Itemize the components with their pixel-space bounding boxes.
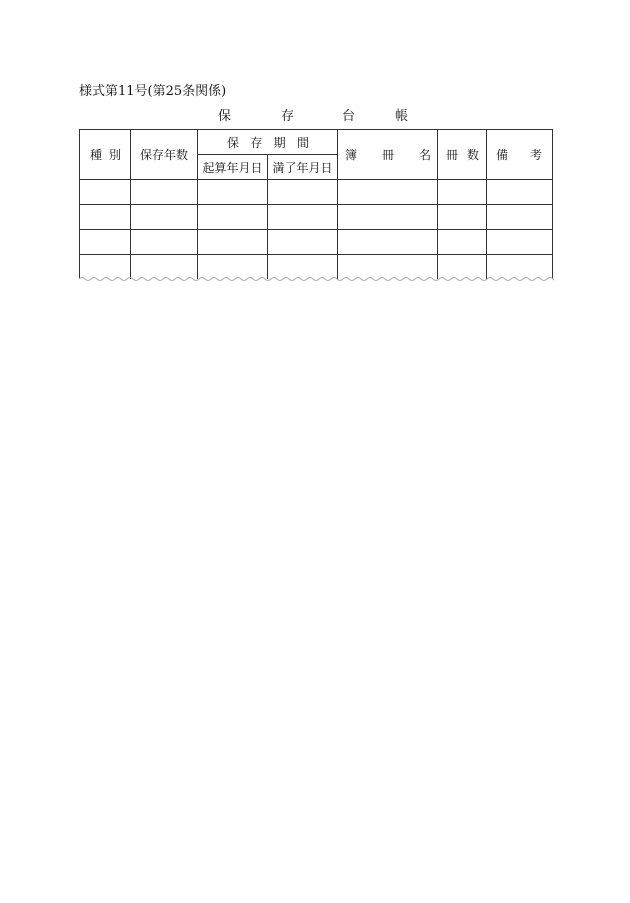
cell-end-date[interactable] — [268, 180, 338, 205]
cell-end-date[interactable] — [268, 230, 338, 255]
header-type: 種 別 — [80, 130, 131, 180]
title-char: 台 — [342, 109, 356, 124]
cell-retention-years[interactable] — [131, 230, 198, 255]
title-char: 保 — [218, 109, 232, 124]
form-number: 様式第11号(第25条関係) — [79, 84, 227, 99]
header-retention-years: 保存年数 — [131, 130, 198, 180]
header-remarks: 備 考 — [487, 130, 553, 180]
title-char: 帳 — [395, 109, 409, 124]
table-row — [80, 180, 553, 205]
table-row — [80, 205, 553, 230]
torn-edge-wave — [79, 275, 554, 285]
cell-ledger-name[interactable] — [338, 230, 438, 255]
header-end-date: 満了年月日 — [268, 155, 338, 180]
cell-remarks[interactable] — [487, 205, 553, 230]
title-char: 存 — [281, 109, 295, 124]
cell-type[interactable] — [80, 205, 131, 230]
header-count: 冊 数 — [438, 130, 487, 180]
cell-ledger-name[interactable] — [338, 205, 438, 230]
cell-ledger-name[interactable] — [338, 180, 438, 205]
cell-remarks[interactable] — [487, 230, 553, 255]
storage-register-table — [79, 129, 553, 279]
cell-remarks[interactable] — [487, 180, 553, 205]
cell-start-date[interactable] — [198, 230, 268, 255]
cell-start-date[interactable] — [198, 205, 268, 230]
cell-count[interactable] — [438, 180, 487, 205]
cell-start-date[interactable] — [198, 180, 268, 205]
header-ledger-name: 簿 冊 名 — [338, 130, 438, 180]
header-start-date: 起算年月日 — [198, 155, 268, 180]
document-title — [218, 105, 418, 123]
cell-retention-years[interactable] — [131, 180, 198, 205]
cell-end-date[interactable] — [268, 205, 338, 230]
cell-count[interactable] — [438, 230, 487, 255]
cell-type[interactable] — [80, 230, 131, 255]
cell-retention-years[interactable] — [131, 205, 198, 230]
cell-count[interactable] — [438, 205, 487, 230]
cell-type[interactable] — [80, 180, 131, 205]
header-retention-period: 保 存 期 間 — [198, 130, 338, 155]
table-row — [80, 230, 553, 255]
